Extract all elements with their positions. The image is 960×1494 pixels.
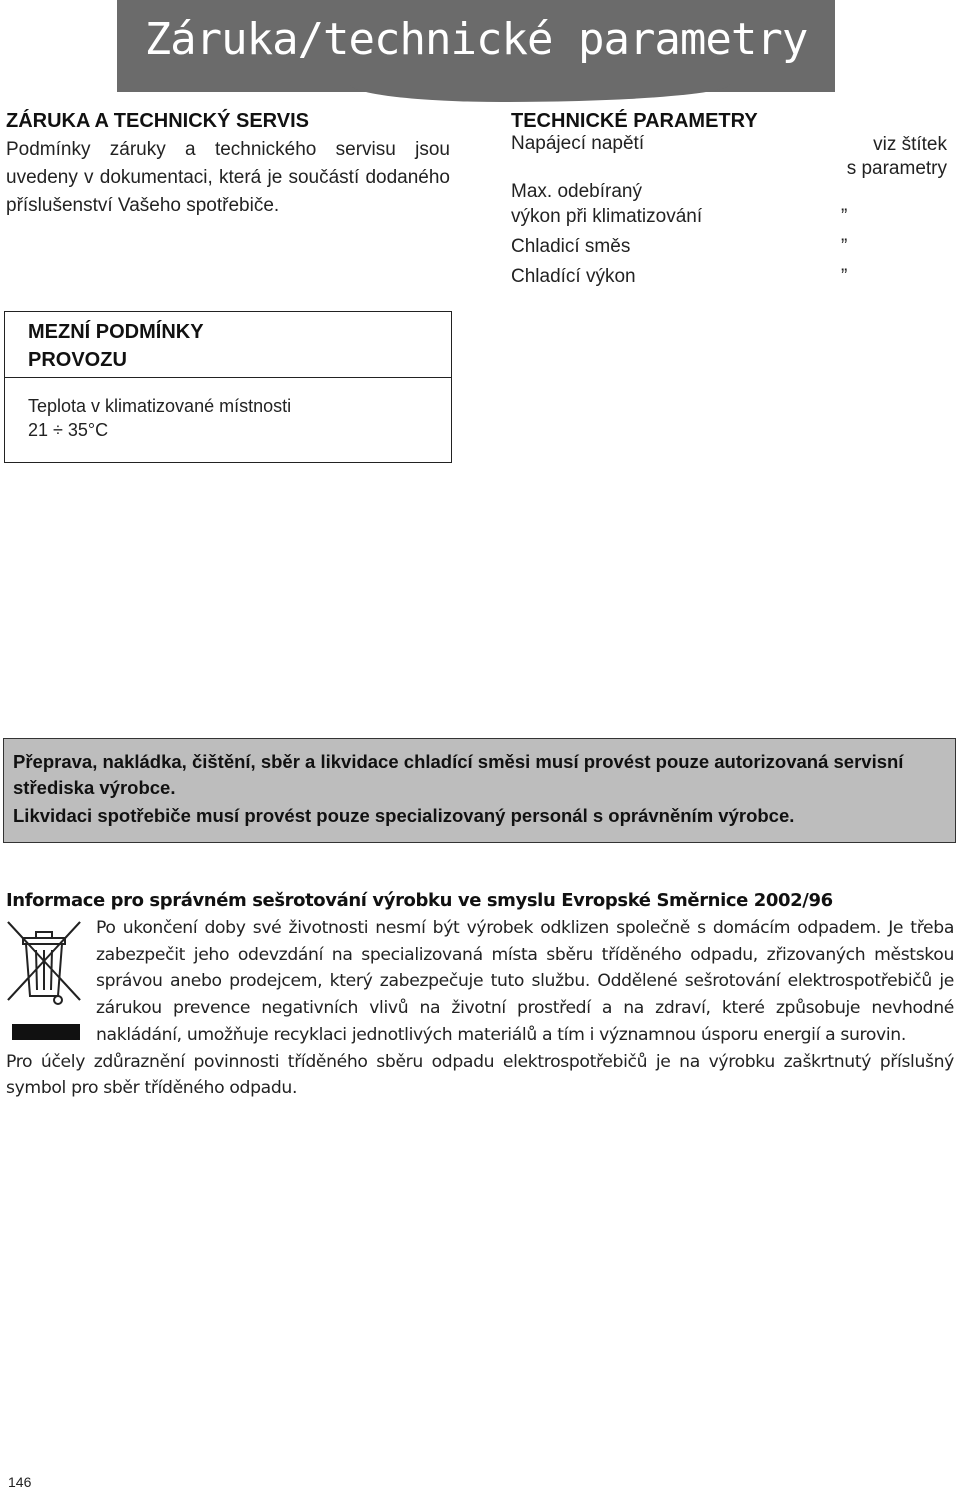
- page-number: 146: [8, 1474, 32, 1490]
- warranty-text: Podmínky záruky a technického servisu jsou uvedeny v dokumentaci, která je součástí dodaného příslušenství Vašeho spotřebiče.: [6, 139, 450, 216]
- warranty-section: [6, 110, 450, 220]
- supply-value: [847, 133, 947, 181]
- limits-body: [5, 378, 451, 442]
- limits-heading: [5, 312, 451, 378]
- cooling-label: Chladící výkon: [511, 266, 636, 287]
- weee-section: [6, 890, 954, 1102]
- title-banner: [117, 0, 835, 92]
- temp-value: 21 ÷ 35°C: [28, 420, 109, 440]
- power-label-line1: Max. odebíraný: [511, 181, 642, 202]
- supply-label: Napájecí napětí: [511, 133, 645, 154]
- weee-title: Informace pro správném sešrotování výrobku ve smyslu Evropské Směrnice 2002/96: [6, 890, 833, 911]
- tech-row-cooling: [511, 264, 947, 294]
- cooling-value: ”: [841, 266, 848, 287]
- supply-value-line2: s parametry: [846, 158, 947, 179]
- crossed-out-wheelie-bin-icon: [6, 920, 82, 1044]
- tech-heading: TECHNICKÉ PARAMETRY: [511, 110, 758, 132]
- weee-paragraph-full: Pro účely zdůraznění povinnosti tříděného sběru odpadu elektrospotřebičů je na výrobku zaškrtnutý příslušný symbol pro sběr tříděného odpadu.: [6, 1051, 954, 1099]
- disposal-notice-box: [3, 738, 956, 843]
- notice-line1: Přeprava, nakládka, čištění, sběr a likvidace chladící směsi musí provést pouze autorizovaná servisní střediska výrobce.: [13, 751, 904, 798]
- limits-heading-line1: MEZNÍ PODMÍNKY: [28, 321, 204, 343]
- refrigerant-value: ”: [841, 236, 848, 257]
- banner-decoration: [350, 84, 730, 102]
- weee-text: [6, 915, 954, 1102]
- notice-line2: Likvidaci spotřebiče musí provést pouze specializovaný personál s oprávněním výrobce.: [13, 805, 795, 826]
- refrigerant-label: Chladicí směs: [511, 236, 631, 257]
- tech-row-power: [511, 179, 947, 234]
- tech-row-refrigerant: [511, 234, 947, 264]
- technical-parameters-section: [511, 110, 947, 294]
- power-label-line2: výkon při klimatizování: [511, 206, 703, 227]
- temp-label: Teplota v klimatizované místnosti: [28, 396, 292, 416]
- tech-row-supply: [511, 133, 947, 179]
- power-value: ”: [841, 206, 848, 227]
- warranty-heading: ZÁRUKA A TECHNICKÝ SERVIS: [6, 110, 309, 132]
- limits-heading-line2: PROVOZU: [28, 349, 127, 371]
- supply-value-line1: viz štítek: [873, 134, 947, 155]
- operating-limits-box: [4, 311, 452, 463]
- page-title: Záruka/technické parametry: [144, 14, 808, 65]
- weee-paragraph-indented: Po ukončení doby své životnosti nesmí být výrobek odklizen společně s domácím odpadem. Je třeba zabezpečit jeho odevzdání na specializovaná místa sběru tříděného odpadu, zřizovaných městskou správou anebo prodejcem, který zabezpečuje tuto službu. Oddělené sešrotování elektrospotřebičů je zárukou prevence negativních vlivů na životní prostředí a na zdraví, které způsobuje nevhodné nakládání, umožňuje recyklaci jednotlivých materiálů a tím i významnou úsporu energií a surovin.: [96, 918, 954, 1045]
